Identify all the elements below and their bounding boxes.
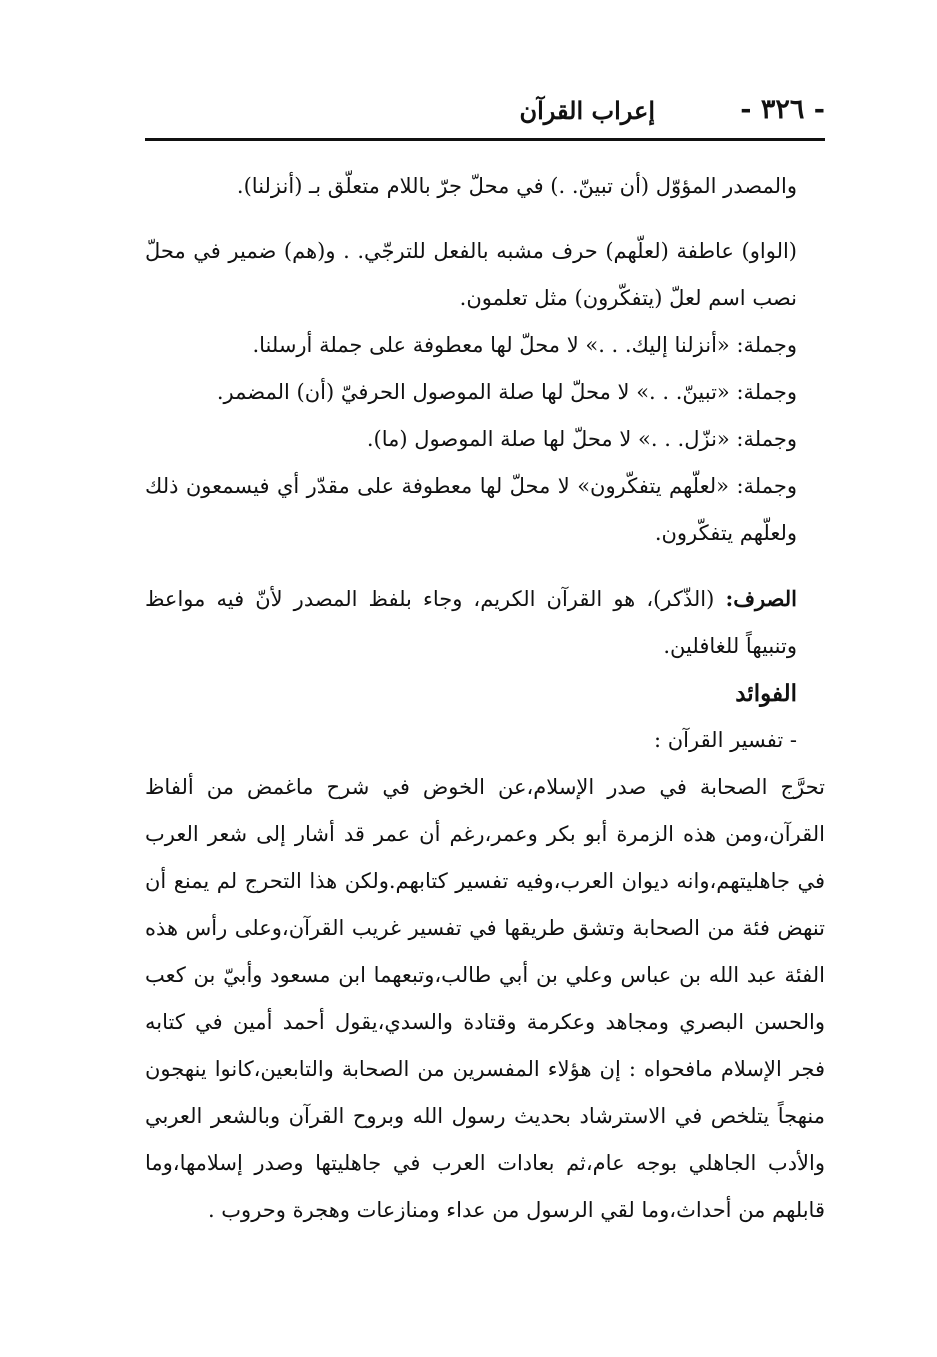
sarf-label: الصرف: [725, 586, 797, 611]
page-number: - ٣٢٦ - [740, 94, 825, 125]
paragraph-masdar: والمصدر المؤوّل (أن تبينّ. .) في محلّ جرّ باللام متعلّق بـ (أنزلنا). [236, 174, 797, 198]
jumla-4: وجملة: «لعلّهم يتفكّرون» لا محلّ لها معطوفة على مقدّر أي فيسمعون ذلك ولعلّهم يتفكّرون. [145, 474, 797, 545]
fawaid-heading: الفوائد [735, 680, 797, 707]
tafsir-body: تحرَّج الصحابة في صدر الإسلام،عن الخوض في شرح ماغمض من ألفاظ القرآن،ومن هذه الزمرة أبو بكر وعمر،رغم أن عمر قد أشار إلى شعر العرب في جاهليتهم،وانه ديوان العرب،وفيه تفسير كتابهم.ولكن هذا التحرج لم يمنع أن تنهض فئة من الصحابة وتشق طريقها في تفسير غريب القرآن،وعلى رأس هذه الفئة عبد الله بن عباس وعلي بن أبي طالب،وتبعهما ابن مسعود وأبيّ بن كعب والحسن البصري ومجاهد وعكرمة وقتادة والسدي،يقول أحمد أمين في كتابه فجر الإسلام مافحواه : إن هؤلاء المفسرين من الصحابة والتابعين،كانوا ينهجون منهجاً يتلخص في الاسترشاد بحديث رسول الله وبروح القرآن وبالشعر العربي والأدب الجاهلي بوجه عام،ثم بعادات العرب في جاهليتها وصدر إسلامها،وما قابلهم من أحداث،وما لقي الرسول من عداء ومنازعات وهجرة وحروب . [145, 775, 825, 1222]
page-content [145, 163, 825, 1234]
paragraph-waw: (الواو) عاطفة (لعلّهم) حرف مشبه بالفعل للترجّي. . و(هم) ضمير في محلّ نصب اسم لعلّ (يتفكّرون) مثل تعلمون. [145, 239, 797, 310]
page-header [145, 88, 825, 141]
sarf-text: (الذّكر)، هو القرآن الكريم، وجاء بلفظ المصدر لأنّ فيه مواعظ وتنبيهاً للغافلين. [145, 587, 797, 658]
document-page [145, 88, 825, 1234]
jumla-1: وجملة: «أنزلنا إليك. . .» لا محلّ لها معطوفة على جملة أرسلنا. [252, 333, 797, 357]
jumla-2: وجملة: «تبينّ. . .» لا محلّ لها صلة الموصول الحرفيّ (أن) المضمر. [216, 380, 797, 404]
jumla-3: وجملة: «نزّل. . .» لا محلّ لها صلة الموصول (ما). [366, 427, 797, 451]
tafsir-subheading: - تفسير القرآن : [653, 728, 797, 752]
spacer [145, 210, 825, 228]
sarf-paragraph [145, 575, 825, 670]
spacer [145, 557, 825, 575]
book-title: إعراب القرآن [519, 96, 655, 125]
